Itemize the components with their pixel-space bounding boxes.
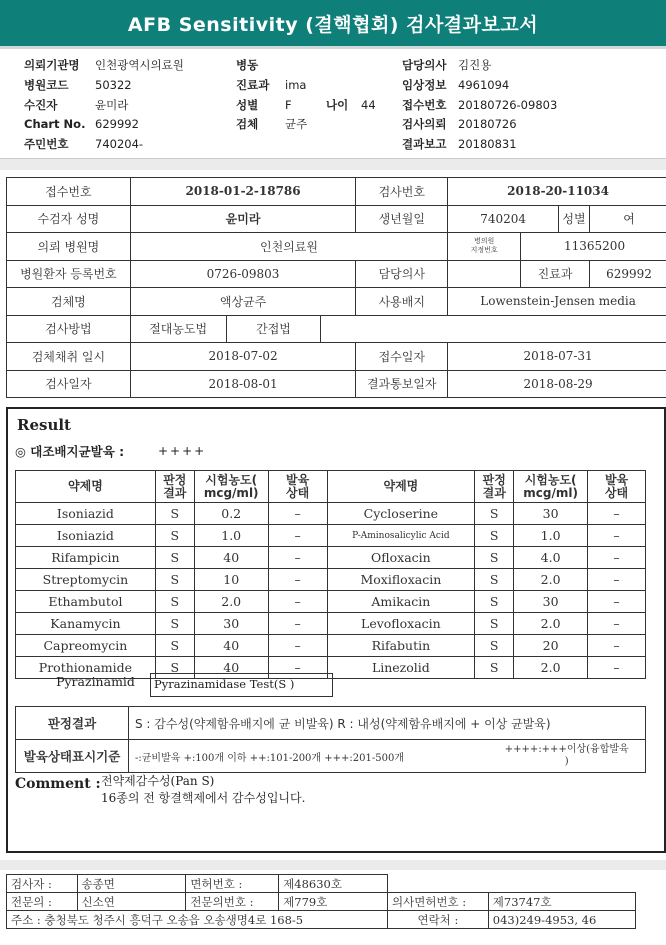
field-label: 진료과 — [236, 77, 270, 92]
drug-growth: – — [268, 657, 327, 679]
collection-date: 2018-07-02 — [130, 343, 356, 371]
drug-result: S — [475, 635, 514, 657]
drug-concentration: 4.0 — [514, 547, 588, 569]
drug-result: S — [475, 525, 514, 547]
form-label: 결과통보일자 — [356, 370, 448, 398]
field-value: 균주 — [285, 117, 308, 132]
field-value: 740204- — [95, 137, 144, 152]
drug-growth: – — [588, 635, 646, 657]
header-growth: 발육 상태 — [588, 471, 646, 503]
table-row — [16, 591, 646, 613]
field-value: 20180831 — [458, 137, 517, 152]
reference-growth-value: ++++ — [158, 444, 207, 458]
growth-criteria: -:균비발육 +:100개 이하 ++:101-200개 +++:201-500개 — [129, 740, 489, 773]
form-label: 검체채취 일시 — [7, 343, 131, 371]
contact-number: 043)249-4953, 46 — [488, 911, 635, 929]
form-label: 검체명 — [7, 288, 131, 316]
form-label: 병원환자 등록번호 — [7, 260, 131, 288]
comment-text — [101, 773, 305, 807]
drug-result: S — [155, 503, 194, 525]
drug-name: Capreomycin — [16, 635, 156, 657]
pyrazinamide-row — [41, 673, 333, 697]
header-col-1 — [24, 56, 184, 155]
drug-concentration: 10 — [194, 569, 268, 591]
notify-date: 2018-08-29 — [448, 370, 666, 398]
drug-name: Kanamycin — [16, 613, 156, 635]
field-value: 629992 — [95, 117, 139, 132]
drug-name: Prothionamide — [16, 657, 156, 679]
table-row — [16, 613, 646, 635]
receipt-number: 2018-01-2-18786 — [130, 178, 356, 206]
drug-growth: – — [268, 635, 327, 657]
field-label: 접수번호 — [402, 97, 447, 112]
drug-concentration: 40 — [194, 635, 268, 657]
form-label: 진료과 — [521, 260, 590, 288]
form-label: 수검자 성명 — [7, 205, 131, 233]
field-value: 50322 — [95, 77, 132, 92]
specialist-number-label: 전문의번호 : — [186, 893, 279, 911]
field-label: 주민번호 — [24, 137, 69, 152]
drug-name: P-Aminosalicylic Acid — [327, 525, 475, 547]
test-number: 2018-20-11034 — [448, 178, 666, 206]
patient-sex: 여 — [589, 205, 666, 233]
drug-result: S — [475, 613, 514, 635]
header-drug: 약제명 — [327, 471, 475, 503]
drug-name: Isoniazid — [16, 503, 156, 525]
signature-table — [6, 874, 636, 929]
form-label: 검사번호 — [356, 178, 448, 206]
reference-growth-label: ◎ 대조배지균발육 : — [15, 444, 125, 459]
header-col-3 — [402, 56, 557, 155]
drug-result: S — [155, 591, 194, 613]
section-separator — [0, 158, 666, 170]
drug-growth: – — [588, 591, 646, 613]
field-value: ima — [285, 77, 307, 92]
drug-result: S — [475, 547, 514, 569]
field-label: 병동 — [236, 58, 259, 72]
drug-name: Amikacin — [327, 591, 475, 613]
drug-result: S — [155, 635, 194, 657]
doctor-license-label: 의사면허번호 : — [388, 893, 489, 911]
drug-growth: – — [588, 569, 646, 591]
specialist-name: 신소연 — [77, 893, 186, 911]
drug-name: Ofloxacin — [327, 547, 475, 569]
field-label: 결과보고 — [402, 137, 447, 152]
growth-criteria-extra: ++++:+++이상(융합발육 ) — [489, 740, 646, 773]
drug-result: S — [475, 569, 514, 591]
specialist-number: 제779호 — [279, 893, 388, 911]
judgment-criteria: S : 감수성(약제함유배지에 균 비발육) R : 내성(약제함유배지에 + 이상 균발육) — [129, 707, 646, 740]
drug-concentration: 1.0 — [514, 525, 588, 547]
field-value: 20180726 — [458, 117, 517, 132]
drug-growth: – — [268, 569, 327, 591]
drug-result: S — [475, 657, 514, 679]
table-row — [16, 547, 646, 569]
comment-line: 전약제감수성(Pan S) — [101, 774, 215, 788]
drug-name: Levofloxacin — [327, 613, 475, 635]
department: 629992 — [589, 260, 666, 288]
form-label: 검사방법 — [7, 315, 131, 343]
license-number: 제48630호 — [279, 875, 388, 893]
field-label: 수진자 — [24, 97, 58, 112]
drug-concentration: 30 — [514, 503, 588, 525]
tester-label: 검사자 : — [7, 875, 78, 893]
drug-growth: – — [268, 591, 327, 613]
form-label: 의뢰 병원명 — [7, 233, 131, 261]
drug-growth: – — [268, 547, 327, 569]
comment-line: 16종의 전 항결핵제에서 감수성입니다. — [101, 791, 306, 805]
header-col-2 — [236, 56, 376, 135]
form-label: 검사일자 — [7, 370, 131, 398]
drug-growth: – — [588, 547, 646, 569]
drug-concentration: 2.0 — [514, 657, 588, 679]
drug-concentration: 2.0 — [194, 591, 268, 613]
drug-concentration: 30 — [194, 613, 268, 635]
drug-name: Moxifloxacin — [327, 569, 475, 591]
field-label: 성별 — [236, 97, 259, 112]
drug-concentration: 1.0 — [194, 525, 268, 547]
field-value: 인천광역시의료원 — [95, 58, 184, 72]
drug-growth: – — [588, 613, 646, 635]
field-label: 임상정보 — [402, 77, 447, 92]
field-value: 김진용 — [458, 58, 492, 72]
field-value: 4961094 — [458, 77, 510, 92]
drug-result: S — [155, 547, 194, 569]
field-label: 의뢰기관명 — [24, 58, 80, 72]
field-value: 윤미라 — [95, 97, 129, 112]
drug-name: Linezolid — [327, 657, 475, 679]
drug-concentration: 20 — [514, 635, 588, 657]
drug-result: S — [475, 503, 514, 525]
report-title: AFB Sensitivity (결핵협회) 검사결과보고서 — [0, 0, 666, 46]
drug-concentration: 40 — [194, 547, 268, 569]
test-method-2: 간접법 — [226, 315, 321, 343]
specialist-label: 전문의 : — [7, 893, 78, 911]
drug-growth: – — [268, 613, 327, 635]
contact-label: 연락처 : — [388, 911, 489, 929]
test-date: 2018-08-01 — [130, 370, 356, 398]
drug-name: Isoniazid — [16, 525, 156, 547]
drug-growth: – — [268, 525, 327, 547]
section-separator — [0, 860, 666, 870]
drug-concentration: 30 — [514, 591, 588, 613]
request-form-table — [6, 177, 666, 398]
table-row — [16, 635, 646, 657]
field-label: 검사의뢰 — [402, 117, 447, 132]
drug-result: S — [475, 591, 514, 613]
field-label: 담당의사 — [402, 58, 447, 72]
header-drug: 약제명 — [16, 471, 156, 503]
receipt-date: 2018-07-31 — [448, 343, 666, 371]
table-row — [16, 569, 646, 591]
drug-concentration: 40 — [194, 657, 268, 679]
table-row — [16, 503, 646, 525]
empty-cell — [321, 315, 666, 343]
drug-growth: – — [588, 503, 646, 525]
header-judgment: 판정 결과 — [475, 471, 514, 503]
form-label: 성별 — [559, 205, 590, 233]
field-label: 검체 — [236, 117, 259, 132]
specimen-name: 액상균주 — [130, 288, 356, 316]
table-row — [16, 525, 646, 547]
culture-medium: Lowenstein-Jensen media — [448, 288, 666, 316]
doctor-license-number: 제73747호 — [488, 893, 635, 911]
test-method-1: 절대농도법 — [130, 315, 226, 343]
drug-growth: – — [588, 657, 646, 679]
form-label: 담당의사 — [356, 260, 448, 288]
header-concentration: 시험농도( mcg/ml) — [194, 471, 268, 503]
header-growth: 발육 상태 — [268, 471, 327, 503]
title-divider — [0, 46, 666, 49]
drug-name: Rifampicin — [16, 547, 156, 569]
field-label: 병원코드 — [24, 77, 69, 92]
header-judgment: 판정 결과 — [155, 471, 194, 503]
drug-growth: – — [588, 525, 646, 547]
doctor-name — [448, 260, 521, 288]
drug-name: Ethambutol — [16, 591, 156, 613]
header-concentration: 시험농도( mcg/ml) — [514, 471, 588, 503]
address: 주소 : 충청북도 청주시 흥덕구 오송읍 오송생명4로 168-5 — [7, 911, 388, 929]
drug-concentration: 2.0 — [514, 613, 588, 635]
drug-result: S — [155, 657, 194, 679]
drug-name: Rifabutin — [327, 635, 475, 657]
comment-label: Comment : — [15, 776, 101, 792]
drug-result: S — [155, 613, 194, 635]
drug-name: Cycloserine — [327, 503, 475, 525]
age-value: 44 — [361, 97, 376, 112]
form-label: 접수일자 — [356, 343, 448, 371]
sensitivity-table — [15, 470, 646, 679]
drug-concentration: 0.2 — [194, 503, 268, 525]
form-label: 생년월일 — [356, 205, 448, 233]
license-label: 면허번호 : — [186, 875, 279, 893]
tester-name: 송종면 — [77, 875, 186, 893]
field-value: 20180726-09803 — [458, 97, 558, 112]
form-label: 병의원 지정번호 — [448, 233, 521, 261]
age-label: 나이 — [326, 97, 349, 112]
hospital-name: 인천의료원 — [130, 233, 447, 261]
drug-name: Pyrazinamid — [56, 674, 135, 689]
result-section — [6, 407, 666, 853]
result-title: Result — [17, 416, 71, 434]
growth-label: 발육상태표시기준 — [16, 740, 129, 773]
patient-name: 윤미라 — [130, 205, 356, 233]
field-label: Chart No. — [24, 117, 86, 132]
drug-growth: – — [268, 503, 327, 525]
drug-result: S — [155, 569, 194, 591]
form-label: 접수번호 — [7, 178, 131, 206]
hospital-code: 11365200 — [521, 233, 666, 261]
pyrazinamidase-test: Pyrazinamidase Test(S ) — [150, 673, 333, 697]
field-value: F — [285, 97, 292, 112]
drug-name: Streptomycin — [16, 569, 156, 591]
form-label: 사용배지 — [356, 288, 448, 316]
drug-result: S — [155, 525, 194, 547]
drug-concentration: 2.0 — [514, 569, 588, 591]
judgment-label: 판정결과 — [16, 707, 129, 740]
date-of-birth: 740204 — [448, 205, 559, 233]
registration-number: 0726-09803 — [130, 260, 356, 288]
legend-table — [15, 706, 646, 773]
empty-cell — [388, 875, 636, 893]
